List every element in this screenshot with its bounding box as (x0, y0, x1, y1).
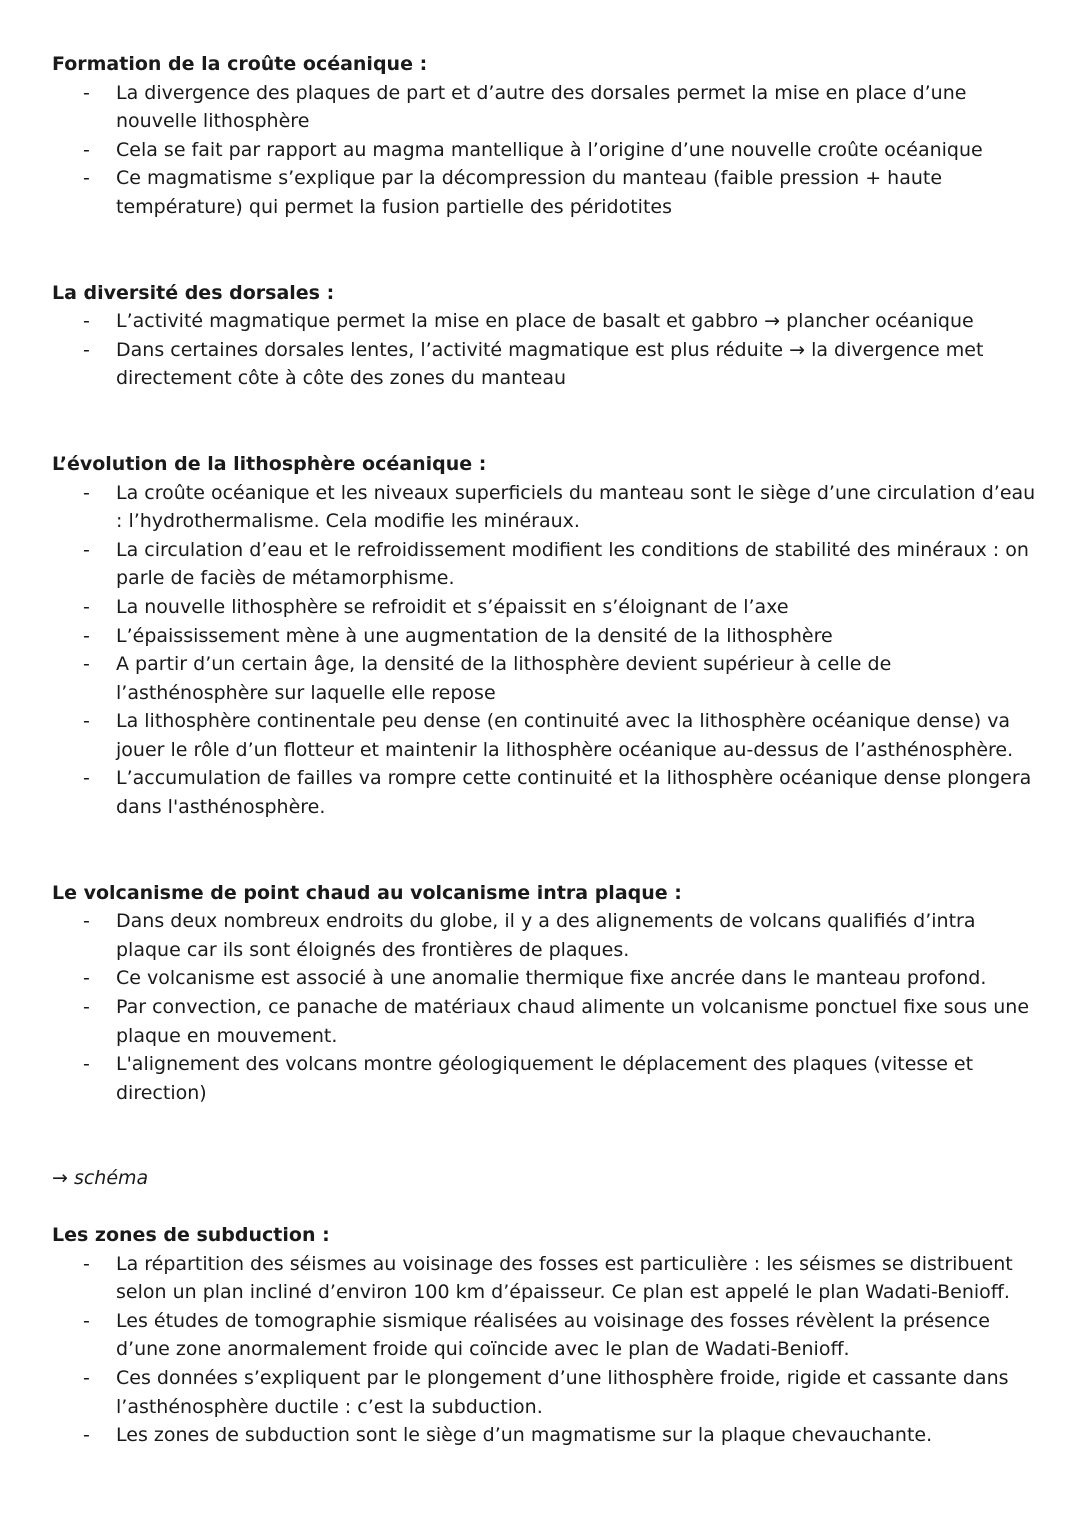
section-heading: Le volcanisme de point chaud au volcanisme intra plaque : (52, 881, 682, 904)
list-item (52, 1250, 1042, 1307)
dash-marker: - (83, 624, 90, 647)
dash-marker: - (83, 81, 90, 104)
list-item-text: L’épaississement mène à une augmentation de la densité de la lithosphère (116, 624, 833, 647)
dash-marker: - (83, 996, 90, 1019)
list-item (52, 1421, 1042, 1450)
list-item-text: La divergence des plaques de part et d’autre des dorsales permet la mise en place d’une nouvelle lithosphère (116, 81, 967, 133)
list-item (52, 993, 1042, 1050)
section-volcanisme-point-chaud (52, 879, 1042, 1108)
section-formation-croute (52, 50, 1042, 222)
list-item-text: Par convection, ce panache de matériaux chaud alimente un volcanisme ponctuel fixe sous une plaque en mouvement. (116, 996, 1030, 1047)
list-item-text: L’activité magmatique permet la mise en place de basalt et gabbro → plancher océanique (116, 310, 974, 333)
list-item-text: L’accumulation de failles va rompre cette continuité et la lithosphère océanique dense plongera dans l'asthénosphère. (116, 767, 1032, 819)
dash-marker: - (83, 538, 90, 561)
list-item (52, 164, 1042, 221)
dash-marker: - (83, 1053, 90, 1076)
list-item (52, 650, 1042, 707)
section-heading: Formation de la croûte océanique : (52, 53, 428, 75)
dash-marker: - (83, 338, 90, 361)
list-item (52, 907, 1042, 964)
dash-marker: - (83, 310, 90, 333)
dash-marker: - (83, 595, 90, 618)
list-item (52, 307, 1042, 336)
section-heading: L’évolution de la lithosphère océanique : (52, 452, 487, 475)
dash-marker: - (83, 1252, 90, 1275)
list-item-text: Dans certaines dorsales lentes, l’activité magmatique est plus réduite → la divergence met directement côte à côte des zones du manteau (116, 338, 984, 390)
list-item (52, 764, 1042, 821)
list-item (52, 1050, 1042, 1107)
list-item-text: A partir d’un certain âge, la densité de la lithosphère devient supérieur à celle de l’asthénosphère sur laquelle elle repose (116, 653, 892, 704)
list-item-text: L'alignement des volcans montre géologiquement le déplacement des plaques (vitesse et direction) (116, 1053, 974, 1104)
dash-marker: - (83, 767, 90, 790)
list-item (52, 1364, 1042, 1421)
list-item-text: Les études de tomographie sismique réalisées au voisinage des fosses révèlent la présence d’une zone anormalement froide qui coïncide avec le plan de Wadati-Benioff. (116, 1309, 990, 1361)
list-item (52, 622, 1042, 651)
bullet-list (52, 79, 1042, 222)
list-item (52, 964, 1042, 993)
section-diversite-dorsales (52, 279, 1042, 393)
list-item-text: Cela se fait par rapport au magma mantellique à l’origine d’une nouvelle croûte océanique (116, 138, 983, 161)
list-item-text: La croûte océanique et les niveaux superficiels du manteau sont le siège d’une circulation d’eau : l’hydrothermalisme. Cela modifie les minéraux. (116, 481, 1036, 533)
list-item (52, 1307, 1042, 1364)
section-evolution-lithosphere (52, 450, 1042, 822)
list-item (52, 707, 1042, 764)
list-item-text: Ce volcanisme est associé à une anomalie thermique fixe ancrée dans le manteau profond. (116, 967, 987, 990)
bullet-list (52, 479, 1042, 822)
list-item (52, 536, 1042, 593)
list-item-text: Ces données s’expliquent par le plongement d’une lithosphère froide, rigide et cassante dans l’asthénosphère ductile : c’est la subduction. (116, 1366, 1009, 1418)
list-item-text: Dans deux nombreux endroits du globe, il y a des alignements de volcans qualifiés d’intra plaque car ils sont éloignés des frontières de plaques. (116, 910, 976, 961)
list-item-text: La circulation d’eau et le refroidissement modifient les conditions de stabilité des minéraux : on parle de faciès de métamorphisme. (116, 538, 1029, 590)
list-item (52, 136, 1042, 165)
dash-marker: - (83, 1424, 90, 1447)
bullet-list (52, 1250, 1042, 1450)
list-item-text: Les zones de subduction sont le siège d’un magmatisme sur la plaque chevauchante. (116, 1424, 933, 1447)
section-zones-subduction (52, 1221, 1042, 1450)
dash-marker: - (83, 910, 90, 933)
list-item-text: La nouvelle lithosphère se refroidit et s’épaissit en s’éloignant de l’axe (116, 595, 789, 618)
bullet-list (52, 307, 1042, 393)
dash-marker: - (83, 1366, 90, 1389)
list-item-text: La répartition des séismes au voisinage des fosses est particulière : les séismes se distribuent selon un plan incliné d’environ 100 km d’épaisseur. Ce plan est appelé le plan Wadati-Benioff. (116, 1252, 1013, 1304)
dash-marker: - (83, 481, 90, 504)
schema-note: → schéma (52, 1167, 149, 1190)
list-item (52, 593, 1042, 622)
list-item (52, 79, 1042, 136)
dash-marker: - (83, 138, 90, 161)
section-heading: La diversité des dorsales : (52, 281, 335, 304)
section-heading: Les zones de subduction : (52, 1224, 330, 1246)
dash-marker: - (83, 967, 90, 990)
dash-marker: - (83, 167, 90, 190)
dash-marker: - (83, 710, 90, 733)
document-page (52, 50, 1042, 1450)
list-item (52, 479, 1042, 536)
bullet-list (52, 907, 1042, 1107)
list-item-text: La lithosphère continentale peu dense (en continuité avec la lithosphère océanique dense) va jouer le rôle d’un flotteur et maintenir la lithosphère océanique au-dessus de l’asthénosphère. (116, 710, 1014, 761)
list-item-text: Ce magmatisme s’explique par la décompression du manteau (faible pression + haute température) qui permet la fusion partielle des péridotites (116, 167, 943, 218)
dash-marker: - (83, 653, 90, 676)
dash-marker: - (83, 1309, 90, 1332)
list-item (52, 336, 1042, 393)
